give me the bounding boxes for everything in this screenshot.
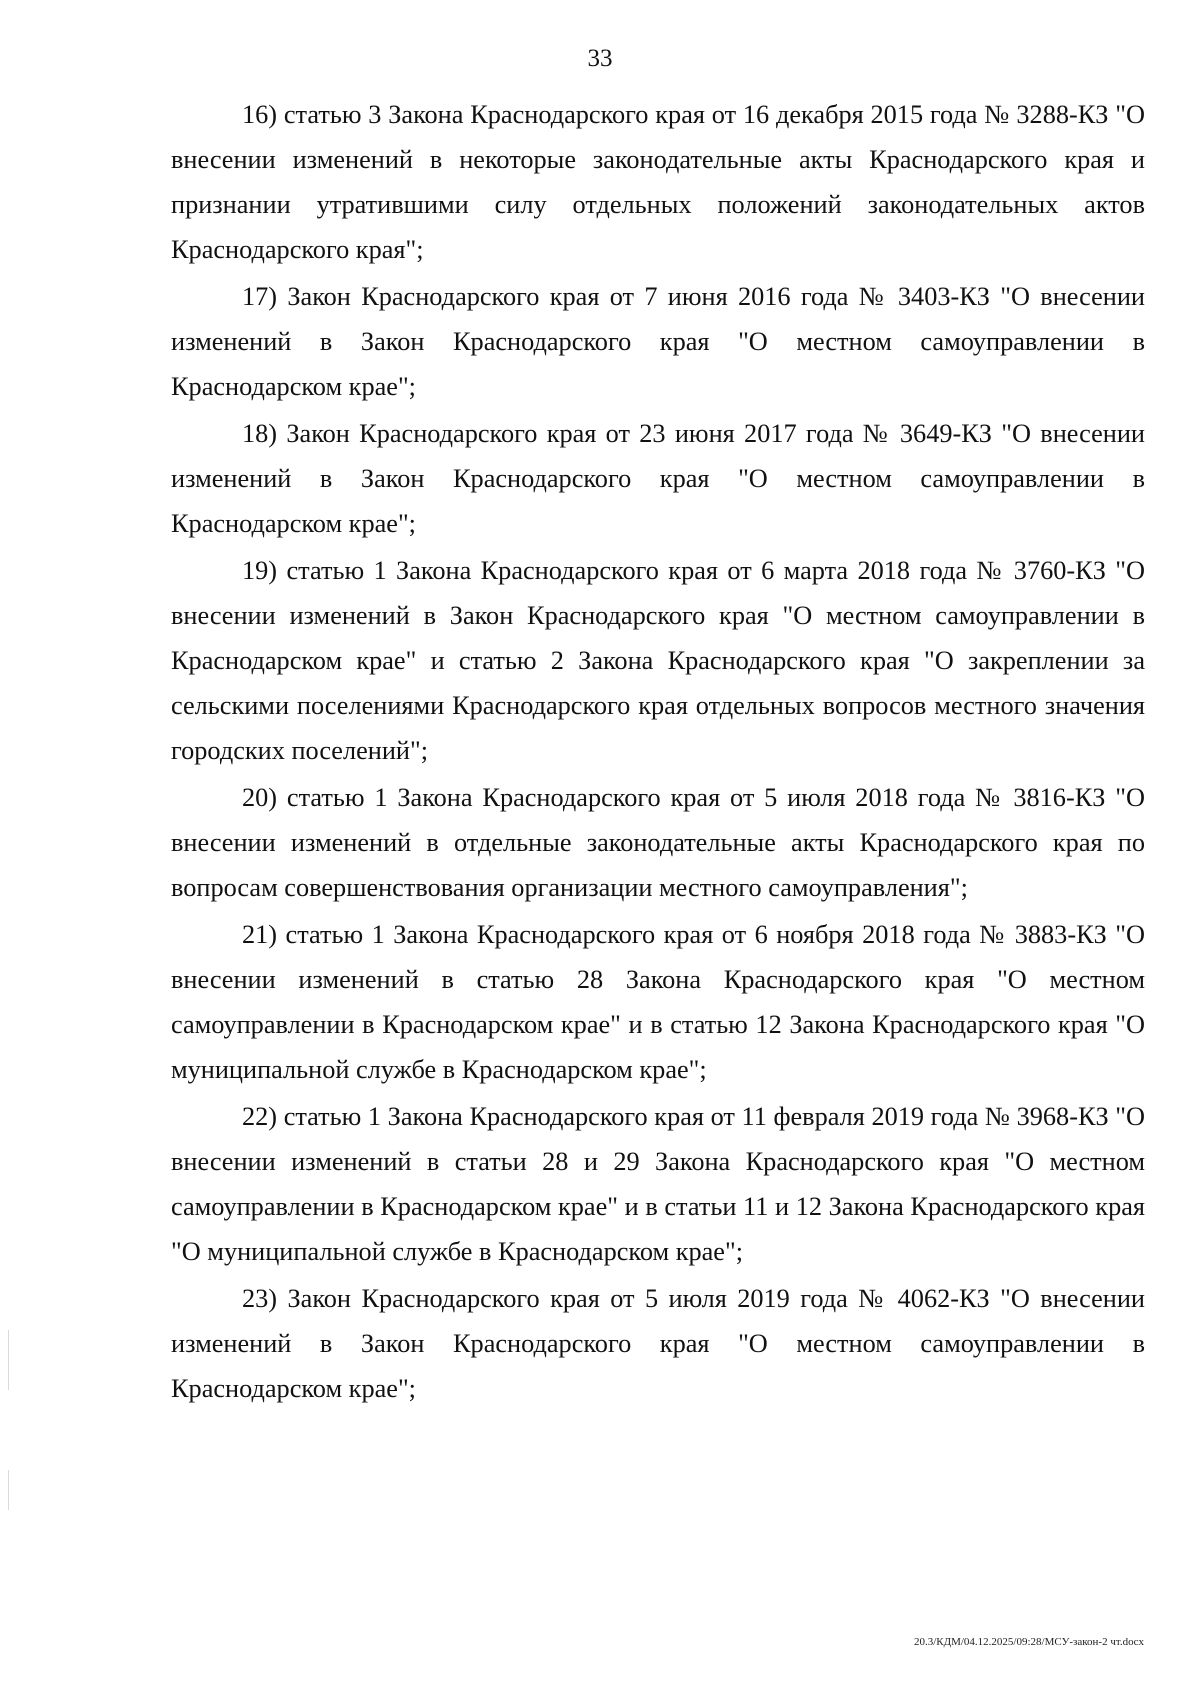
list-item-number: 18) <box>242 419 278 448</box>
scan-margin-mark <box>8 1470 9 1510</box>
document-footer: 20.3/КДМ/04.12.2025/09:28/МСУ-закон-2 чт.docx <box>913 1636 1144 1648</box>
list-item-number: 19) <box>242 556 278 585</box>
list-item <box>171 92 1145 272</box>
list-item-number: 23) <box>242 1284 278 1313</box>
list-item-number: 20) <box>242 783 278 812</box>
list-item-text: статью 1 Закона Краснодарского края от 6 марта 2018 года № 3760-КЗ "О внесении изменений в Закон Краснодарского края "О местном самоуправлении в Краснодарском крае" и статью 2 Закона Краснодарского края "О закреплении за сельскими поселениями Краснодарского края отдельных вопросов местного значения городских поселений"; <box>171 556 1145 765</box>
list-item-number: 17) <box>242 282 278 311</box>
list-item <box>171 1276 1145 1411</box>
scan-margin-mark <box>8 1330 9 1390</box>
list-item-text: Закон Краснодарского края от 7 июня 2016 года № 3403-КЗ "О внесении изменений в Закон Краснодарского края "О местном самоуправлении в Краснодарском крае"; <box>171 282 1146 401</box>
list-item-number: 22) <box>242 1102 278 1131</box>
list-item <box>171 548 1145 773</box>
list-item-number: 16) <box>242 100 278 129</box>
list-item-text: статью 3 Закона Краснодарского края от 16 декабря 2015 года № 3288-КЗ "О внесении изменений в некоторые законодательные акты Краснодарского края и признании утратившими силу отдельных положений законодательных актов Краснодарского края"; <box>171 100 1145 264</box>
list-item <box>171 912 1145 1092</box>
list-item-text: Закон Краснодарского края от 5 июля 2019 года № 4062-КЗ "О внесении изменений в Закон Краснодарского края "О местном самоуправлении в Краснодарском крае"; <box>171 1284 1145 1403</box>
list-item <box>171 274 1145 409</box>
page-number: 33 <box>587 45 613 72</box>
list-item <box>171 1094 1145 1274</box>
list-item-text: статью 1 Закона Краснодарского края от 6 ноября 2018 года № 3883-КЗ "О внесении изменений в статью 28 Закона Краснодарского края "О местном самоуправлении в Краснодарском крае" и в статью 12 Закона Краснодарского края "О муниципальной службе в Краснодарском крае"; <box>171 920 1145 1084</box>
list-item <box>171 775 1145 910</box>
list-item-text: статью 1 Закона Краснодарского края от 5 июля 2018 года № 3816-КЗ "О внесении изменений в отдельные законодательные акты Краснодарского края по вопросам совершенствования организации местного самоуправления"; <box>171 783 1145 902</box>
document-body <box>171 92 1145 1413</box>
list-item-text: Закон Краснодарского края от 23 июня 2017 года № 3649-КЗ "О внесении изменений в Закон Краснодарского края "О местном самоуправлении в Краснодарском крае"; <box>171 419 1145 538</box>
list-item-number: 21) <box>242 920 278 949</box>
list-item <box>171 411 1145 546</box>
list-item-text: статью 1 Закона Краснодарского края от 11 февраля 2019 года № 3968-КЗ "О внесении изменений в статьи 28 и 29 Закона Краснодарского края "О местном самоуправлении в Краснодарском крае" и в статьи 11 и 12 Закона Краснодарского края "О муниципальной службе в Краснодарском крае"; <box>171 1102 1146 1266</box>
